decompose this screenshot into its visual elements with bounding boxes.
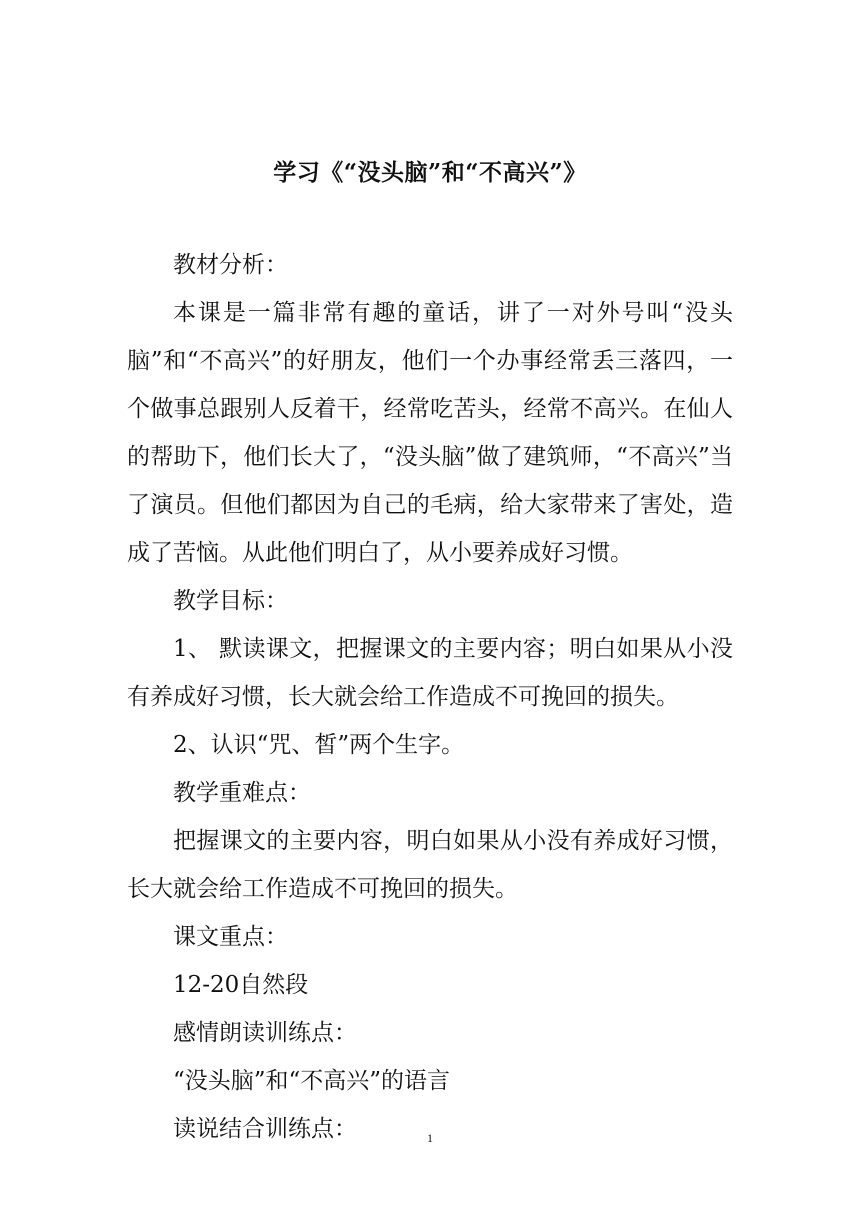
document-title: 学习《“没头脑”和“不高兴”》 — [273, 159, 587, 186]
heading-key-difficulties: 教学重难点： — [173, 780, 311, 806]
paragraph-material-analysis: 本课是一篇非常有趣的童话，讲了一对外号叫“没头脑”和“不高兴”的好朋友，他们一个办事经常丢三落四，一个做事总跟别人反着干，经常吃苦头，经常不高兴。在仙人的帮助下，他们长大了，“没头脑”做了建筑师，“不高兴”当了演员。但他们都因为自己的毛病，给大家带来了害处，造成了苦恼。从此他们明白了，从小要养成好习惯。 — [127, 300, 733, 566]
paragraph-goal-2: 2、认识“咒、皙”两个生字。 — [173, 732, 465, 758]
paragraph-text-focus: 12-20自然段 — [173, 972, 309, 998]
heading-teaching-goals: 教学目标： — [173, 588, 288, 614]
paragraph-key-difficulties: 把握课文的主要内容，明白如果从小没有养成好习惯，长大就会给工作造成不可挽回的损失。 — [127, 828, 733, 902]
heading-read-speak-training: 读说结合训练点： — [173, 1116, 357, 1142]
page-number: 1 — [427, 1131, 433, 1145]
heading-reading-training: 感情朗读训练点： — [173, 1020, 357, 1046]
paragraph-goal-1: 1、 默读课文，把握课文的主要内容；明白如果从小没有养成好习惯，长大就会给工作造成不可挽回的损失。 — [127, 636, 733, 710]
document-body — [127, 241, 733, 1153]
heading-text-focus: 课文重点： — [173, 924, 288, 950]
heading-material-analysis: 教材分析： — [173, 252, 288, 278]
paragraph-reading-training: “没头脑”和“不高兴”的语言 — [173, 1068, 451, 1094]
